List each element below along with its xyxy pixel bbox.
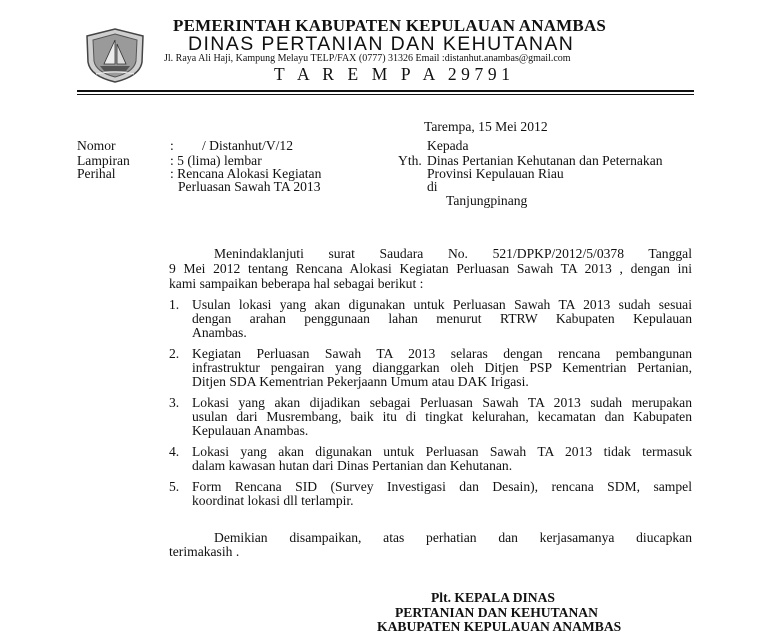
nomor-value: / Distanhut/V/12 [202,138,294,153]
point-line: Form Rencana SID (Survey Investigasi dan Desain), rencana SDM, sampel [192,479,692,494]
point-line: Anambas. [192,325,247,340]
point-number: 1. [169,297,180,312]
office-city: T A R E M P A 29791 [274,64,515,84]
recipient-office: Dinas Pertanian Kehutanan dan Peternakan [427,153,663,168]
point-line: usulan dari Musrembang, baik itu di tingkat kelurahan, kecamatan dan Kabupaten [192,409,692,424]
nomor-colon: : [170,138,174,153]
letterhead-rule-thick [77,90,694,92]
office-address: Jl. Raya Ali Haji, Kampung Melayu TELP/FAX (0777) 31326 Email :distanhut.anambas@gmail.com [164,53,571,64]
point-line: Kegiatan Perluasan Sawah TA 2013 selaras dengan rencana pembangunan [192,346,692,361]
office-title: DINAS PERTANIAN DAN KEHUTANAN [188,33,575,55]
point-number: 5. [169,479,180,494]
closing-line-2: terimakasih . [169,544,240,559]
point-line: koordinat lokasi dll terlampir. [192,493,354,508]
recipient-city: Tanjungpinang [446,193,528,208]
point-line: infrastruktur pengairan yang dianggarkan oleh Ditjen PSP Kementrian Pertanian, [192,360,692,375]
point-line: Lokasi yang akan digunakan untuk Perluasan Sawah TA 2013 tidak termasuk [192,444,692,459]
closing-line-1: Demikian disampaikan, atas perhatian dan kerjasamanya diucapkan [214,530,692,545]
recipient-yth: Yth. [398,153,422,168]
point-line: Kepulauan Anambas. [192,423,309,438]
lampiran-value: : 5 (lima) lembar [170,153,262,168]
point-number: 2. [169,346,180,361]
perihal-value: : Rencana Alokasi Kegiatan [170,166,322,181]
point-number: 3. [169,395,180,410]
intro-line-3: kami sampaikan beberapa hal sebagai berikut : [169,276,424,291]
letterhead-rule-thin [77,94,694,95]
perihal-value-cont: Perluasan Sawah TA 2013 [178,179,321,194]
recipient-province: Provinsi Kepulauan Riau [427,166,564,181]
regency-emblem-icon [80,26,150,84]
intro-line-2: 9 Mei 2012 tentang Rencana Alokasi Kegiatan Perluasan Sawah TA 2013 , dengan ini [169,261,692,276]
recipient-di: di [427,179,438,194]
signature-title: Plt. KEPALA DINAS [431,590,555,605]
point-line: dengan arahan penggunaan lahan menurut RTRW Kabupaten Kepulauan [192,311,692,326]
lampiran-label: Lampiran [77,153,130,168]
recipient-kepada: Kepada [427,138,469,153]
nomor-label: Nomor [77,138,116,153]
point-line: dalam kawasan hutan dari Dinas Pertanian dan Kehutanan. [192,458,513,473]
letter-date: Tarempa, 15 Mei 2012 [424,119,548,134]
perihal-label: Perihal [77,166,116,181]
signature-region: KABUPATEN KEPULAUAN ANAMBAS [377,619,622,634]
point-line: Ditjen SDA Kementrian Pekerjaann Umum atau DAK Irigasi. [192,374,529,389]
point-line: Lokasi yang akan dijadikan sebagai Perluasan Sawah TA 2013 sudah merupakan [192,395,692,410]
intro-line-1: Menindaklanjuti surat Saudara No. 521/DPKP/2012/5/0378 Tanggal [214,246,692,261]
government-title: PEMERINTAH KABUPATEN KEPULAUAN ANAMBAS [173,16,607,35]
signature-office: PERTANIAN DAN KEHUTANAN [395,605,598,620]
point-line: Usulan lokasi yang akan digunakan untuk Perluasan Sawah TA 2013 sudah sesuai [192,297,692,312]
point-number: 4. [169,444,180,459]
